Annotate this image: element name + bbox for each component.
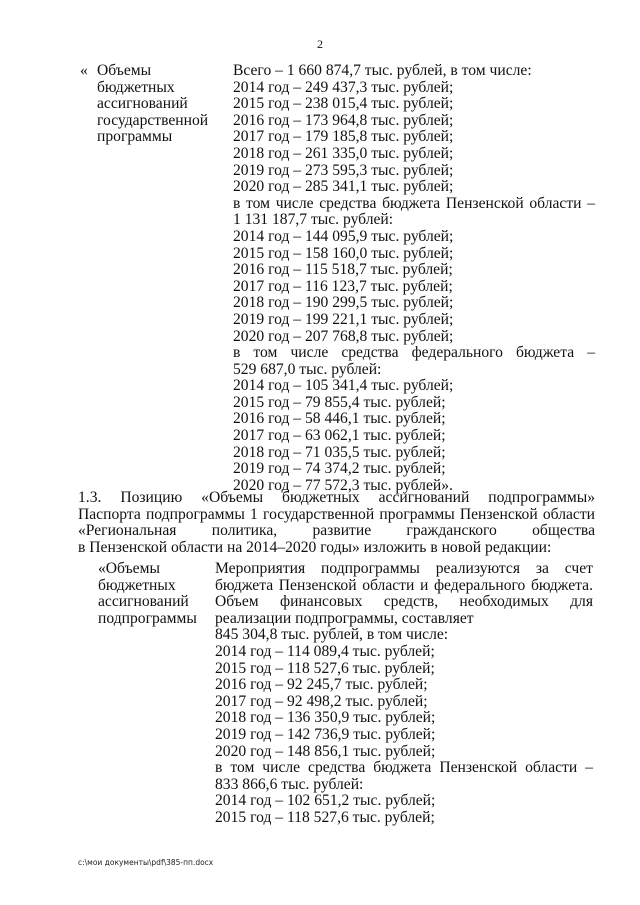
value-line: 2018 год – 190 299,5 тыс. рублей; [233, 294, 454, 312]
section-values [233, 63, 595, 494]
paragraph-line: 1.3. Позицию «Объемы бюджетных ассигнований подпрограммы» [78, 489, 595, 506]
value-line: 2016 год – 92 245,7 тыс. рублей; [215, 676, 428, 694]
paragraph-1-3 [78, 490, 595, 556]
value-line: Мероприятия подпрограммы реализуются за счет [215, 560, 593, 577]
value-line: 2019 год – 199 221,1 тыс. рублей; [233, 310, 454, 328]
value-line: Всего – 1 660 874,7 тыс. рублей, в том числе: [233, 62, 532, 79]
value-line: бюджета Пензенской области и федерального бюджета. [215, 576, 593, 594]
value-line: 2016 год – 173 964,8 тыс. рублей; [233, 111, 454, 129]
paragraph-line: в Пензенской области на 2014–2020 годы» изложить в новой редакции: [78, 538, 552, 556]
value-line: 2014 год – 114 089,4 тыс. рублей; [215, 642, 435, 660]
value-line: 2017 год – 179 185,8 тыс. рублей; [233, 128, 454, 146]
page-number: 2 [317, 37, 323, 51]
value-line: 2014 год – 105 341,4 тыс. рублей; [233, 377, 454, 395]
value-line: 2018 год – 136 350,9 тыс. рублей; [215, 709, 436, 727]
value-line: 2014 год – 144 095,9 тыс. рублей; [233, 227, 454, 245]
value-line: 2019 год – 142 736,9 тыс. рублей; [215, 725, 436, 743]
file-path-footer: c:\мои документы\pdf\385-пп.docx [78, 858, 214, 867]
paragraph-line: «Региональная политика, развитие гражданского общества [78, 522, 595, 540]
value-line: 2015 год – 79 855,4 тыс. рублей; [233, 393, 446, 411]
value-line: 2017 год – 63 062,1 тыс. рублей; [233, 427, 446, 445]
value-line: 2018 год – 71 035,5 тыс. рублей; [233, 443, 446, 461]
value-line: 2014 год – 102 651,2 тыс. рублей; [215, 792, 436, 810]
value-line: 2020 год – 285 341,1 тыс. рублей; [233, 178, 454, 196]
value-line: в том числе средства федерального бюджета – [233, 344, 595, 362]
value-line: 2015 год – 118 527,6 тыс. рублей; [215, 659, 435, 677]
value-line: 2019 год – 74 374,2 тыс. рублей; [233, 460, 446, 478]
paragraph-line: Паспорта подпрограммы 1 государственной программы Пензенской области [78, 505, 595, 523]
section-label: «Объемы бюджетных ассигнований подпрограммы [98, 560, 197, 627]
section-values [215, 561, 593, 827]
value-line: в том числе средства бюджета Пензенской области – [233, 194, 595, 212]
value-line: 845 304,8 тыс. рублей, в том числе: [215, 626, 449, 644]
open-quote: « [80, 62, 88, 79]
value-line: 2015 год – 238 015,4 тыс. рублей; [233, 95, 454, 113]
value-line: Объем финансовых средств, необходимых для [215, 593, 593, 611]
value-line: 2016 год – 58 446,1 тыс. рублей; [233, 410, 446, 428]
value-line: 2015 год – 158 160,0 тыс. рублей; [233, 244, 454, 262]
value-line: 1 131 187,7 тыс. рублей: [233, 211, 394, 229]
value-line: 2020 год – 207 768,8 тыс. рублей; [233, 327, 454, 345]
value-line: 2020 год – 77 572,3 тыс. рублей». [233, 476, 453, 494]
value-line: 2017 год – 92 498,2 тыс. рублей; [215, 692, 428, 710]
value-line: 833 866,6 тыс. рублей: [215, 775, 364, 793]
value-line: 2016 год – 115 518,7 тыс. рублей; [233, 261, 453, 279]
value-line: 2020 год – 148 856,1 тыс. рублей; [215, 742, 436, 760]
value-line: реализации подпрограммы, составляет [215, 609, 474, 627]
value-line: в том числе средства бюджета Пензенской области – [215, 759, 593, 777]
section-label: Объемы бюджетных ассигнований государственной программы [97, 62, 209, 146]
value-line: 2015 год – 118 527,6 тыс. рублей; [215, 808, 435, 826]
value-line: 2017 год – 116 123,7 тыс. рублей; [233, 277, 453, 295]
value-line: 2018 год – 261 335,0 тыс. рублей; [233, 144, 454, 162]
value-line: 2014 год – 249 437,3 тыс. рублей; [233, 78, 454, 96]
value-line: 529 687,0 тыс. рублей: [233, 360, 382, 378]
value-line: 2019 год – 273 595,3 тыс. рублей; [233, 161, 454, 179]
